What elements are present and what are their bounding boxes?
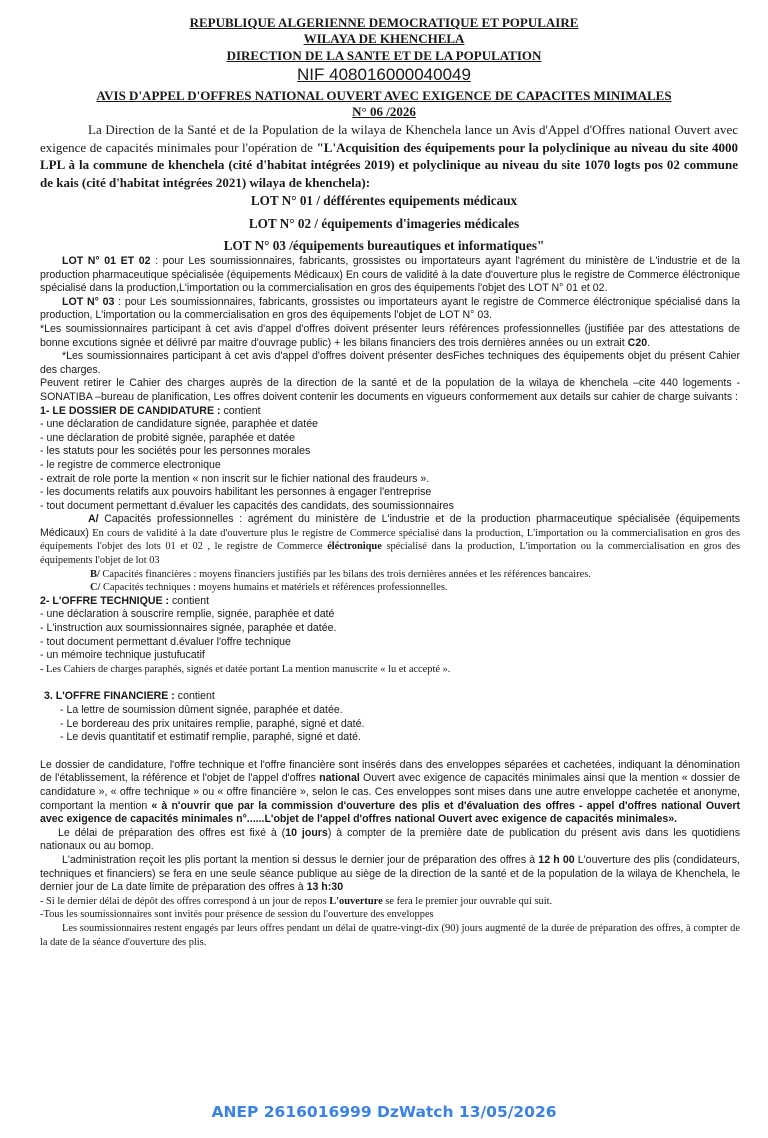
header-avis-number: N° 06 /2026 (352, 104, 416, 119)
header-avis-title: AVIS D'APPEL D'OFFRES NATIONAL OUVERT AVEC EXIGENCE DE CAPACITES MINIMALES (96, 88, 672, 103)
lot3-text: : pour Les soumissionnaires, fabricants, grossistes ou importateurs ayant le registre de Commerce éléctronique spécialisé dans la production, L'importation ou la commercialisation en gros des équipements l'objet de LOT N° 03. (40, 295, 740, 322)
enveloppes-national: national (319, 772, 360, 785)
list-item: - extrait de role porte la mention « non inscrit sur le fichier national des fraudeurs ». (40, 472, 430, 485)
list-item: - une déclaration à souscrire remplie, signée, paraphée et daté (40, 608, 335, 621)
header-nif: NIF 408016000040049 (297, 65, 471, 84)
list-item: - une déclaration de probité signée, paraphée et datée (40, 431, 296, 444)
cap-c-label: C/ (90, 582, 101, 594)
jour-repos-paragraph (40, 895, 740, 909)
list-item: - les statuts pour les sociétés pour les personnes morales (40, 445, 311, 458)
list-item: - un mémoire technique justufucatif (40, 649, 205, 662)
header-wilaya: WILAYA DE KHENCHELA (303, 31, 465, 46)
invitation-paragraph: -Tous les soumissionnaires sont invités pour présence de session du l'ouverture des enveloppes (40, 909, 434, 921)
offre-financiere-title (44, 690, 740, 704)
enveloppes-mention: « à n'ouvrir que par la commission d'ouverture des plis et d'évaluation des offres - appel d'offres national Ouvert avec exigence de capacités minimales n°......L'objet de l'appel d'offres national Ouvert avec exigence de capacités minimales». (40, 799, 740, 826)
cap-a-bold: éléctronique (327, 541, 382, 553)
cap-c-text: Capacités techniques : moyens humains et matériels et références professionnelles. (100, 582, 448, 594)
enveloppes-text-a: Le dossier de candidature, l'offre technique et l'offre financière sont insérés dans des enveloppes séparées et cachetées, indiquant la dénomination de l'établissement, la référence et l'objet de l'appel d'offres (40, 758, 740, 785)
list-item: - La lettre de soumission dûment signée, paraphée et datée. (60, 704, 343, 716)
delai-duration: 10 jours (285, 826, 328, 839)
lot-03-title: LOT N° 03 /équipements bureautiques et informatiques" (223, 238, 545, 253)
offre-technique-title-text: 2- L'OFFRE TECHNIQUE : (40, 594, 170, 607)
list-item: - L'instruction aux soumissionnaires signée, paraphée et datée. (40, 622, 337, 635)
ouverture-time-reception: 12 h 00 (538, 853, 575, 866)
intro-paragraph (40, 121, 738, 191)
cap-a-text2: En cours de validité à la date d'ouverture plus le registre de Commerce spécialisé dans la production, L'importation ou la commercialisation en gros des équipements l'objet des lots 01 et 02 , le registre de Commerce (40, 527, 740, 553)
lot3-conditions (40, 296, 740, 323)
references-c20: C20 (627, 336, 648, 349)
retirer-paragraph: Peuvent retirer le Cahier des charges auprès de la direction de la santé et de la population de la wilaya de khenchela –cite 440 logements -SONATIBA –bureau de planification, Les offres doivent contenir les documents en vigueurs conformement aux details sur cahier de charge suivants : (40, 377, 740, 403)
cap-a-text3: spécialisé dans la production, L'importation ou la commercialisation en gros des équipements l'objet de lot 03 (40, 541, 740, 567)
jour-repos-bold: L'ouverture (329, 895, 383, 907)
dossier-title-suffix: contient (220, 404, 261, 417)
list-item: - les documents relatifs aux pouvoirs habilitant les personnes à engager l'entreprise (40, 486, 432, 499)
engagement-paragraph: Les soumissionnaires restent engagés par leurs offres pendant un délai de quatre-vingt-dix (90) jours augmenté de la durée de préparation des offres, à compter de la date de la séance d'ouverture des plis. (40, 922, 740, 948)
offre-technique-title (40, 595, 740, 609)
list-item: - tout document permettant d.évaluer l'offre technique (40, 635, 291, 648)
cap-a-label: A/ (88, 513, 99, 526)
fiches-paragraph: *Les soumissionnaires participant à cet avis d'appel d'offres doivent présenter desFiches techniques des équipements objet du présent Cahier des charges. (40, 350, 740, 376)
cap-a-text1: Capacités professionnelles : agrément du ministère de L'industrie et de la production pharmaceutique spécialisée (équipements Médicaux) (40, 513, 740, 539)
ouverture-text-a: L'administration reçoit les plis portant la mention si dessus le dernier jour de préparation des offres à (62, 853, 539, 866)
list-item: - Les Cahiers de charges paraphés, signés et datée portant La mention manuscrite « lu et accepté ». (40, 663, 451, 675)
lot3-label: LOT N° 03 (62, 295, 115, 308)
capacites-techniques (40, 581, 740, 595)
lot12-label: LOT N° 01 ET 02 (62, 255, 151, 267)
enveloppes-text-c: Ouvert avec exigence de capacités minimales ainsi que la mention « dossier de candidature », « offre technique » ou « offre financière », selon le cas. Ces enveloppes sont mises dans une autre enveloppe cachetée et anonyme, comportant la mention (40, 772, 741, 812)
delai-text-a: Le délai de préparation des offres est fixé à ( (58, 826, 286, 839)
lot12-conditions (40, 255, 740, 296)
ouverture-time-seance: 13 h:30 (306, 881, 344, 894)
jour-repos-text-c: se fera le premier jour ouvrable qui suit. (382, 895, 553, 907)
list-item: - Le bordereau des prix unitaires remplie, paraphé, signé et daté. (60, 717, 365, 730)
cap-b-text: Capacités financières : moyens financiers justifiés par les bilans des trois dernières années et les références bancaires. (99, 568, 591, 580)
list-item: - le registre de commerce electronique (40, 458, 221, 471)
lot12-text: : pour Les soumissionnaires, fabricants, grossistes ou importateurs ayant l'agrément du ministère de L'industrie et de la production pharmaceutique spécialisée (équipements Médicaux) En cours de validité à la date d'ouverture plus le registre de Commerce éléctronique spécialisé dans la production,L'importation ou la commercialisation en gros des équipements l'objet des LOT N° 01 et 02. (40, 255, 740, 295)
capacites-professionnelles (40, 513, 740, 567)
delai-paragraph (40, 827, 740, 854)
header-republique: REPUBLIQUE ALGERIENNE DEMOCRATIQUE ET POPULAIRE (189, 15, 579, 30)
lot-02-title: LOT N° 02 / équipements d'imageries médicales (248, 216, 520, 231)
references-end: . (647, 336, 651, 349)
offre-financiere-title-suffix: contient (174, 690, 215, 703)
notice-body (40, 255, 740, 949)
intro-text: La Direction de la Santé et de la Population de la wilaya de Khenchela lance un Avis d'Appel d'Offres national Ouvert avec exigence de capacités minimales pour l'opération de (40, 122, 738, 155)
dossier-title (40, 405, 740, 419)
lot-01-title: LOT N° 01 / défférentes equipements médicaux (250, 193, 518, 208)
dossier-title-text: 1- LE DOSSIER DE CANDIDATURE : (40, 404, 221, 417)
ouverture-paragraph (40, 854, 740, 895)
delai-text-c: ) à compter de la première date de publication du présent avis dans les quotidiens nationaux ou au bomop. (40, 826, 740, 853)
offre-technique-title-suffix: contient (169, 594, 210, 607)
capacites-financieres (40, 568, 740, 582)
anep-footer: ANEP 2616016999 DzWatch 13/05/2026 (211, 1103, 557, 1121)
list-item: - tout document permettant d.évaluer les capacités des candidats, des soumissionnaires (40, 499, 454, 512)
header-direction: DIRECTION DE LA SANTE ET DE LA POPULATION (226, 48, 542, 63)
enveloppes-paragraph (40, 759, 740, 827)
references-text: *Les soumissionnaires participant à cet avis d'appel d'offres doivent présenter leurs références professionnelles (justifiée par des attestations de bonne excutions signée et délivré par maitre d'ouvrage public) + les bilans financiers des trois dernières années ou un extrait (40, 322, 740, 349)
cap-b-label: B/ (90, 568, 100, 580)
jour-repos-text-a: - Si le dernier délai de dépôt des offres correspond à un jour de repos (40, 895, 330, 907)
intro-operation: "L'Acquisition des équipements pour la polyclinique au niveau du site 4000 LPL à la commune de khenchela (cité d'habitat intégrées 2019) et polyclinique au niveau du site 1070 logts pos 02 commune de kais (cité d'habitat intégrées 2021) wilaya de khenchela): (40, 139, 738, 190)
list-item: - une déclaration de candidature signée, paraphée et datée (40, 418, 318, 431)
offre-financiere-title-text: 3. L'OFFRE FINANCIERE : (44, 690, 175, 703)
references-paragraph (40, 323, 740, 350)
ouverture-text-c: L'ouverture des plis (condidateurs, techniques et financiers) se fera en une seule séance publique au siège de la direction de la santé et de la population de la wilaya de Khenchela, le dernier jour de La date limite de préparation des offres à (40, 853, 740, 894)
list-item: - Le devis quantitatif et estimatif remplie, paraphé, signé et daté. (60, 731, 361, 744)
